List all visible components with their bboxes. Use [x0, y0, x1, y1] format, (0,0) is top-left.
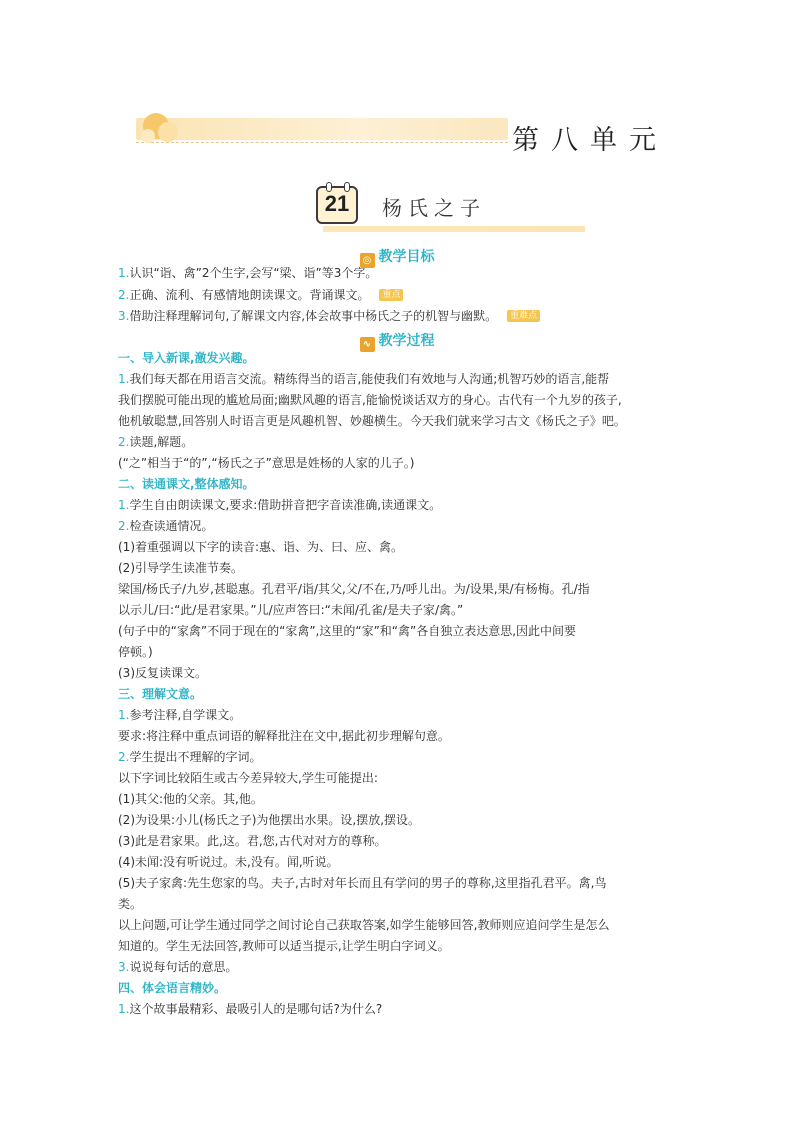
body-line: 2.检查读通情况。 [118, 519, 214, 533]
difficulty-tag: 重难点 [507, 310, 540, 322]
section-heading-goals: ◎ 教学目标 [0, 246, 794, 268]
lesson-title-underline [323, 226, 585, 232]
body-line: 类。 [118, 897, 143, 911]
goal-item: 2.正确、流利、有感情地朗读课文。背诵课文。 重点 [118, 287, 403, 303]
body-line: (5)夫子家禽:先生您家的鸟。夫子,古时对年长而且有学问的男子的尊称,这里指孔君平。禽,鸟 [118, 876, 607, 890]
body-line: 1.学生自由朗读课文,要求:借助拼音把字音读准确,读通课文。 [118, 498, 442, 512]
body-line: (句子中的“家禽”不同于现在的“家禽”,这里的“家”和“禽”各自独立表达意思,因此中间要 [118, 624, 577, 638]
body-line: (3)反复读课文。 [118, 666, 207, 680]
steps-icon: ∿ [360, 337, 375, 352]
body-line: 2.学生提出不理解的字词。 [118, 750, 262, 764]
body-line: 以下字词比较陌生或古今差异较大,学生可能提出: [118, 771, 378, 785]
body-line: 他机敏聪慧,回答别人时语言更是风趣机智、妙趣横生。今天我们就来学习古文《杨氏之子》吧。 [118, 414, 626, 428]
body-line: 以示儿/曰:“此/是君家果。”儿/应声答曰:“未闻/孔雀/是夫子家/禽。” [118, 603, 464, 617]
lesson-title: 杨氏之子 [382, 196, 486, 220]
step-heading: 一、导入新课,激发兴趣。 [118, 351, 255, 365]
body-line: 2.读题,解题。 [118, 435, 194, 449]
section-heading-process: ∿ 教学过程 [0, 330, 794, 352]
step-heading: 二、读通课文,整体感知。 [118, 477, 255, 491]
goal-item: 3.借助注释理解词句,了解课文内容,体会故事中杨氏之子的机智与幽默。 重难点 [118, 308, 540, 324]
calendar-icon [316, 186, 358, 224]
step-heading: 四、体会语言精妙。 [118, 981, 227, 995]
lesson-header [316, 186, 596, 226]
body-line: (1)着重强调以下字的读音:惠、诣、为、曰、应、禽。 [118, 540, 404, 554]
body-line: 以上问题,可让学生通过同学之间讨论自己获取答案,如学生能够回答,教师则应追问学生是怎么 [118, 918, 610, 932]
body-line: (1)其父:他的父亲。其,他。 [118, 792, 263, 806]
lesson-number: 21 [324, 191, 350, 216]
body-line: 停顿。) [118, 645, 153, 659]
body-line: (4)未闻:没有听说过。未,没有。闻,听说。 [118, 855, 339, 869]
body-line: 3.说说每句话的意思。 [118, 960, 238, 974]
sun-circles-icon [136, 108, 196, 148]
body-line: 梁国/杨氏子/九岁,甚聪惠。孔君平/诣/其父,父/不在,乃/呼儿出。为/设果,果/有杨梅。孔/指 [118, 582, 590, 596]
body-line: 1.这个故事最精彩、最吸引人的是哪句话?为什么? [118, 1002, 383, 1016]
step-heading: 三、理解文意。 [118, 687, 203, 701]
body-line: 1.我们每天都在用语言交流。精练得当的语言,能使我们有效地与人沟通;机智巧妙的语言,能帮 [118, 372, 610, 386]
body-line: 知道的。学生无法回答,教师可以适当提示,让学生明白字词义。 [118, 939, 450, 953]
body-line: (2)引导学生读准节奏。 [118, 561, 243, 575]
goal-item: 1.认识“诣、禽”2个生字,会写“梁、诣”等3个字。 [118, 266, 378, 280]
body-line: (2)为设果:小儿(杨氏之子)为他摆出水果。设,摆放,摆设。 [118, 813, 421, 827]
body-line: (“之”相当于“的”,“杨氏之子”意思是姓杨的人家的儿子。) [118, 456, 415, 470]
body-line: (3)此是君家果。此,这。君,您,古代对对方的尊称。 [118, 834, 387, 848]
body-line: 1.参考注释,自学课文。 [118, 708, 242, 722]
body-line: 要求:将注释中重点词语的解释批注在文中,据此初步理解句意。 [118, 729, 450, 743]
target-icon: ◎ [360, 253, 375, 268]
difficulty-tag: 重点 [379, 289, 403, 301]
body-line: 我们摆脱可能出现的尴尬局面;幽默风趣的语言,能愉悦谈话双方的身心。古代有一个九岁的孩子, [118, 393, 622, 407]
unit-title: 第八单元 [512, 125, 668, 156]
